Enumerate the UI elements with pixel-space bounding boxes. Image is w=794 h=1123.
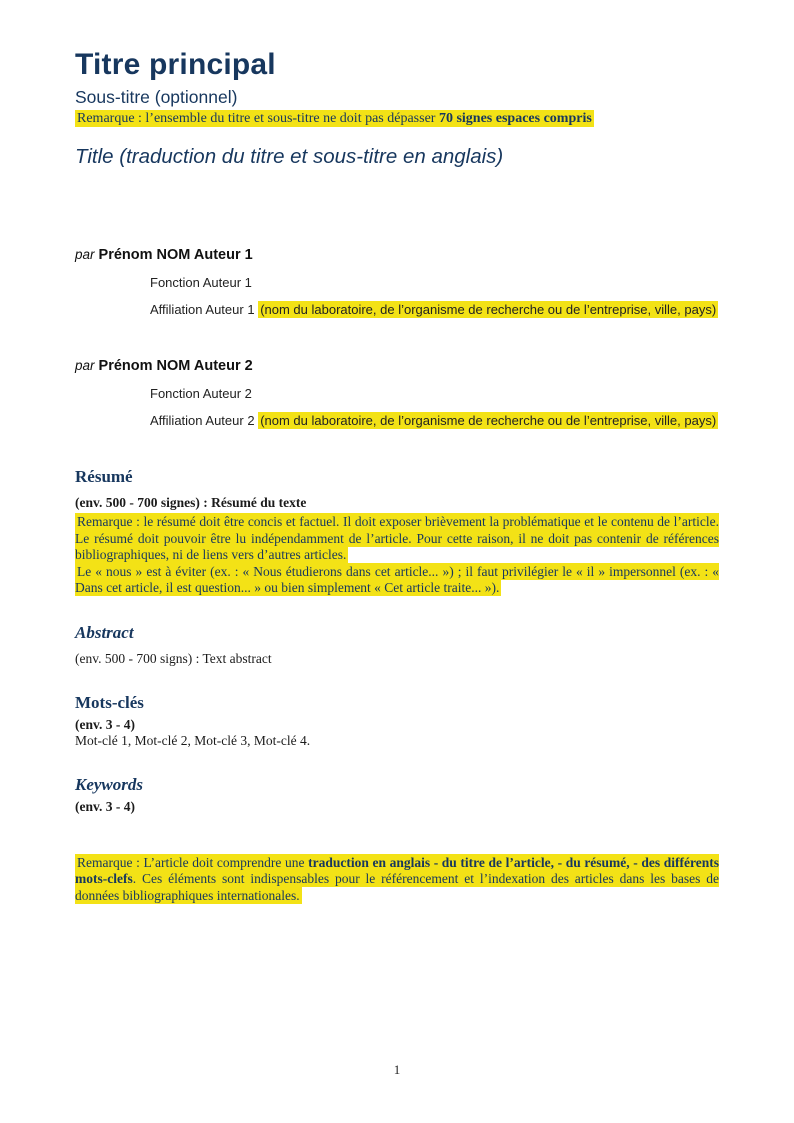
translated-title: Title (traduction du titre et sous-titre en anglais) [75, 145, 504, 168]
section-heading-resume: Résumé [75, 467, 133, 486]
par-label: par [75, 247, 95, 262]
section-heading-abstract: Abstract [75, 622, 134, 642]
page-subtitle: Sous-titre (optionnel) [75, 87, 238, 107]
title-note-text: Remarque : l’ensemble du titre et sous-titre ne doit pas dépasser [77, 111, 439, 126]
resume-remark [75, 514, 719, 597]
resume-remark-highlight-1: Remarque : le résumé doit être concis et factuel. Il doit exposer brièvement la problématique et le contenu de l’article. Le résumé doit pouvoir être lu indépendamment de l’article. Pour cette raison, il ne doit pas contenir de références bibliographiques, ni de liens vers d’autres articles. [75, 514, 719, 562]
author-block-1 [75, 246, 719, 319]
mots-cles-list: Mot-clé 1, Mot-clé 2, Mot-clé 3, Mot-clé 4. [75, 732, 311, 748]
author-1-name-line [75, 246, 719, 264]
author-2-affiliation [150, 412, 719, 430]
resume-subheading: (env. 500 - 700 signes) : Résumé du texte [75, 495, 307, 510]
translation-note-prefix: Remarque : L’article doit comprendre une [77, 854, 309, 870]
author-2-function: Fonction Auteur 2 [150, 386, 252, 401]
resume-remark-highlight-2: Le « nous » est à éviter (ex. : « Nous étudierons dans cet article... ») ; il faut privilégier le « il » impersonnel (ex. : « Dans cet article, il est question... » ou bien simplement « Cet article traite... »). [75, 563, 719, 595]
author-1-affiliation-highlight: (nom du laboratoire, de l’organisme de recherche ou de l’entreprise, ville, pays) [260, 302, 717, 317]
section-heading-keywords: Keywords [75, 774, 143, 794]
translation-note-suffix: . Ces éléments sont indispensables pour le référencement et l’indexation des articles dans les bases de données bibliographiques internationales. [75, 871, 719, 904]
title-note-bold: 70 signes espaces compris [438, 111, 592, 126]
author-1-affiliation-label: Affiliation Auteur 1 [150, 302, 255, 317]
title-note-highlight [75, 110, 594, 127]
resume-remark-part1 [75, 514, 719, 564]
translation-requirement-note [75, 855, 719, 905]
document-content [75, 0, 719, 905]
author-2-affiliation-label: Affiliation Auteur 2 [150, 413, 255, 428]
author-block-2 [75, 357, 719, 430]
author-2-affiliation-highlight: (nom du laboratoire, de l’organisme de recherche ou de l’entreprise, ville, pays) [260, 413, 717, 428]
author-1-name: Prénom NOM Auteur 1 [98, 247, 253, 263]
title-length-note [75, 110, 719, 128]
translation-note-bold: traduction en anglais - du titre de l’article, - du résumé, - des différents mots-clefs [75, 854, 719, 887]
author-2-name-line [75, 357, 719, 375]
mots-cles-subheading: (env. 3 - 4) [75, 716, 135, 732]
author-2-name: Prénom NOM Auteur 2 [98, 358, 253, 374]
resume-remark-part2 [75, 564, 719, 597]
page-number: 1 [393, 1062, 401, 1077]
page-title: Titre principal [75, 48, 276, 81]
section-heading-mots-cles: Mots-clés [75, 692, 144, 712]
author-1-function: Fonction Auteur 1 [150, 275, 252, 290]
translation-note-highlight [75, 854, 719, 905]
abstract-subheading: (env. 500 - 700 signs) : Text abstract [75, 650, 272, 666]
author-1-affiliation [150, 301, 719, 319]
par-label: par [75, 358, 95, 373]
keywords-subheading: (env. 3 - 4) [75, 798, 135, 814]
